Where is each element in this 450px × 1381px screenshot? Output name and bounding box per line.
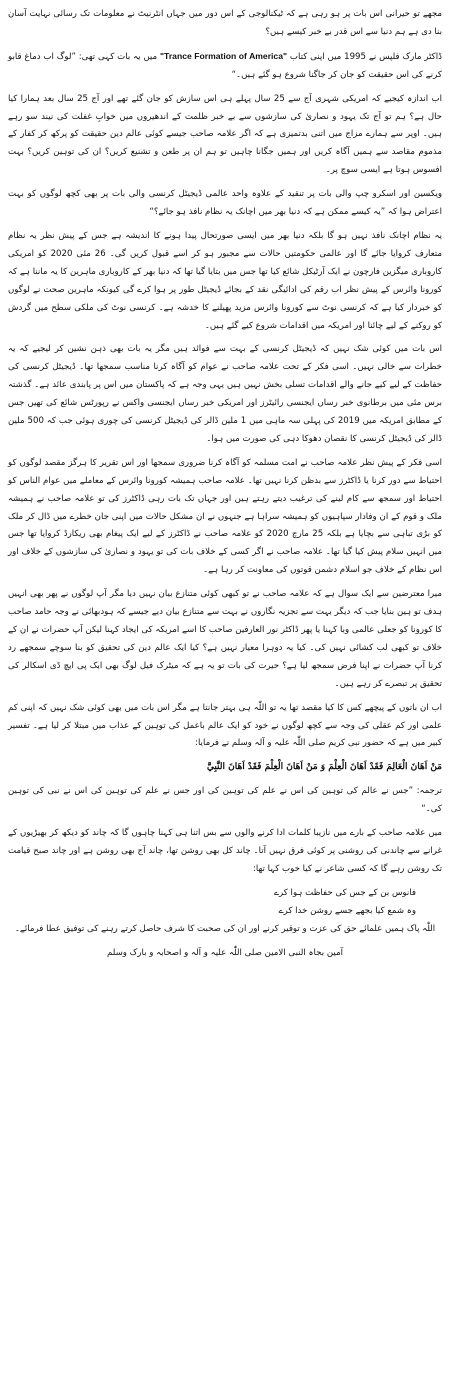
- paragraph-digital-risks: اس بات میں کوئی شک نہیں کہ ڈیجیٹل کرنسی کے بہت سے فوائد ہیں مگر یہ بات بھی ذہن نشین کر لیجیے کہ یہ خطرات سے خالی نہیں۔ اسی فکر کے تحت علامہ صاحب نے عوام کو آگاہ کرنا مناسب سمجھا تھا۔ ڈیجیٹل کرنسی کی حفاظت کے لیے کیے جانے والے اقدامات تسلی بخش نہیں ہیں یہی وجہ ہے کہ پاکستان میں اس پر پابندی عائد ہے۔ گذشتہ برس مئی میں برطانوی خبر رساں ایجنسی رائیٹرز اور امریکی خبر رساں ایجنسی واکس نے رپورٹس شائع کی تھیں جس کے مطابق امریکہ میں 2019 کی پہلی سہ ماہی میں 1 ملین ڈالر کی ڈیجیٹل کرنسی کی چوری ہوئی جب کہ 500 ملین ڈالر کی ڈیجیٹل کرنسی کا نقصان دھوکا دہی کی صورت میں ہوا۔: [8, 344, 442, 444]
- poem-line-1: فانوس بن کے جس کی حفاظت ہوا کرے: [273, 887, 416, 898]
- quote-lead: ڈاکٹر مارک فلپس نے 1995 میں اپنی کتاب: [289, 51, 442, 62]
- paragraph-critics-question: میرا معترضین سے ایک سوال ہے کہ علامہ صاحب نے تو کبھی کوئی متنازع بیان نہیں دیا مگر آپ لوگوں نے پھر بھی انہیں ہدف تو ہین بنایا جب کہ دیگر بہت سے تجزیہ نگاروں نے بہت سے متنازع بیان دیے جیسے کہ ہودبھائی نے وجہ حامد صاحب کا کورونا کو جعلی عالمی وبا کہنا یا پھر ڈاکٹر نور العارفین صاحب کا اسے امریکہ کی ایجاد کہنا لیکن آپ حضرات نے ان کے خلاف تو کبھی لب کشائی نہیں کی۔ کیا یہ دوہرا معیار نہیں ہے؟ کیا ایک عالم دین کی تحقیق کو بنا سوچے سمجھے رد کرنا آپ حضرات نے اپنا فرض سمجھ لیا ہے؟ حیرت کی بات تو یہ ہے کہ میٹرک فیل لوگ بھی ایک پی ایچ ڈی اسکالر کی تحقیق پر تبصرے کر رہے ہیں۔: [8, 589, 442, 689]
- paragraph-25-years: اب اندازہ کیجیے کہ امریکی شہری آج سے 25 سال پہلے ہی اس سازش کو جان گئے تھے اور آج 25 سال بعد ہمارا کیا حال ہے؟ ہم تو آج تک یہود و نصاریٰ کی سازشوں سے بے خبر ظلمت کے اندھیروں میں خوابِ غفلت کی نیند سو رہے ہیں۔ اوپر سے ہمارے مزاج میں اتنی بدتمیزی ہے کہ اگر علامہ صاحب جیسے کوئی عالم دین حقیقت کو پرکھ کر کفار کے مذموم مقاصد سے ہمیں آگاہ کریں اور ہمیں جگانا چاہیں تو ہم ان پر طعن و تشنیع کریں؟ ان کی توہین کریں؟ بہت افسوس ہوتا ہے ایسی سوچ پر۔: [8, 93, 442, 176]
- hadith-arabic: مَنْ اَهَانَ الْعَالِمَ فَقَدْ اَهَانَ الْعِلْمَ وَ مَنْ اَهَانَ الْعِلْمَ فَقَدْ اَهَانَ النَّبِيَّ: [206, 762, 442, 773]
- paragraph-book-quote: [8, 48, 442, 85]
- paragraph-digital-system: یہ نظام اچانک نافذ نہیں ہو گا بلکہ دنیا بھر میں ایسی صورتحال پیدا ہونے کا اندیشہ ہے جس کے پیش نظر یہ نظام متعارف کروایا جائے گا اور عالمی حکومتیں حالات سے مجبور ہو کر اسے قبول کریں گی۔ 26 مئی 2020 کو امریکی کاروباری میگزین فارچون نے ایک آرٹیکل شائع کیا تھا جس میں بتایا گیا تھا کہ دنیا بھر کے کاروباری ماہرین کا یہ ماننا ہے کہ کورونا وائرس کے پیش نظر اب رقم کی ادائیگی نقد کے بجائے ڈیجیٹل طور پر ہوا کرے گی کیونکہ ماہرین صحت نے لوگوں کو خبردار کیا ہے کہ کرنسی نوٹ سے کورونا وائرس مزید پھیلنے کا خدشہ ہے۔ کرنسی نوٹ کی ملکی سطح میں گردش کو روکنے کے لیے چائنا اور امریکہ میں اقدامات شروع کیے گئے ہیں۔: [8, 230, 442, 331]
- paragraph-intentions: اب ان باتوں کے پیچھے کس کا کیا مقصد تھا یہ تو اللّٰہ ہی بہتر جانتا ہے مگر اس بات میں بھی کوئی شک نہیں کہ اپنی کم علمی اور کم عقلی کی وجہ سے کچھ لوگوں نے خود کو ایک عالم باعمل کی توہین کے عذاب میں مبتلا کر لیا ہے۔ تفسیر کبیر میں ہے کہ حضور نبی کریم صلی اللّٰہ علیہ و آلہ وسلم نے فرمایا:: [8, 702, 442, 749]
- quote-body: میں یہ بات کہی تھی: ”لوگ اب دماغ قابو کرنے کی اس حقیقت کو جان کر جاگنا شروع ہو گئے ہیں۔“: [8, 51, 442, 80]
- paragraph-moon: میں علامہ صاحب کے بارے میں نازیبا کلمات ادا کرنے والوں سے بس اتنا ہی کہنا چاہوں گا کہ چاند کو دیکھ کر بھیڑیوں کے غرانے سے چاندنی کی روشنی پر کوئی فرق نہیں آتا۔ چاند کل بھی روشن تھا، چاند آج بھی روشن ہے اور چاند صبح قیامت تک روشن رہے گا کہ کسی شاعر نے کیا خوب کہا تھا:: [8, 828, 442, 874]
- paragraph-doctors: اسی فکر کے پیش نظر علامہ صاحب نے امت مسلمہ کو آگاہ کرنا ضروری سمجھا اور اس تقریر کا ہرگز مقصد لوگوں کو احتیاط سے دور کرنا یا ڈاکٹرز سے بدظن کرنا نہیں تھا۔ علامہ صاحب ہمیشہ کورونا وائرس کے معاملے میں عوام الناس کو احتیاط اور سمجھ سے کام لینے کی ترغیب دیتے رہتے ہیں اور جہاں تک بات رہی ڈاکٹرز کی تو علامہ صاحب نے ہمیشہ ملک و قوم کے ان وفادار سپاہیوں کو ہمیشہ سراہا ہے جنہوں نے ان مشکل حالات میں اپنی جان خطرے میں ڈال کر ملک کو بڑی تباہی سے بچایا ہے بلکہ 25 مارچ 2020 کو علامہ صاحب نے ڈاکٹرز کے لیے ایک پیغام بھی ریکارڈ کروایا تھا جس میں انہیں سلام پیش کیا گیا تھا۔ علامہ صاحب نے اگر کسی کے خلاف بات کی تو یہود و نصاریٰ کی سازشوں کے خلاف اور اس نظام کے خلاف جو اسلام دشمن قوتوں کی معاونت کر رہا ہے۔: [8, 457, 442, 576]
- poem-line-2: وہ شمع کیا بجھے جسے روشن خدا کرے: [278, 905, 416, 916]
- book-title: "Trance Formation of America": [159, 50, 288, 61]
- paragraph-vaccine-chip: ویکسین اور اسکرو چپ والی بات پر تنقید کے علاوہ واحد عالمی ڈیجیٹل کرنسی والی بات پر بھی کچھ لوگوں کو بہت اعتراض ہوا کہ ”یہ کیسے ممکن ہے کہ دنیا بھر میں اچانک یہ نظام نافذ ہو جائے؟“: [8, 189, 442, 218]
- paragraph-intro: مجھے تو حیرانی اس بات پر ہو رہی ہے کہ ٹیکنالوجی کے اس دور میں جہاں انٹرنیٹ نے معلومات تک رسائی نہایت آسان بنا دی ہے ہم دنیا سے اس قدر بے خبر کیسے ہیں؟: [8, 9, 442, 37]
- closing-ameen: آمین بجاہ النبی الامین صلی اللّٰہ علیہ و آلہ و اصحابہ و بارک وسلم: [107, 947, 343, 958]
- closing-prayer: اللّٰہ پاک ہمیں علمائے حق کی عزت و توقیر کرنے اور ان کی صحبت کا شرف حاصل کرتے رہنے کی توفیق عطا فرمائے۔: [14, 923, 436, 934]
- hadith-translation: ترجمہ: ”جس نے عالم کی توہین کی اس نے علم کی توہین کی اور جس نے علم کی توہین کی اس نے نبی کی توہین کی۔“: [8, 786, 442, 815]
